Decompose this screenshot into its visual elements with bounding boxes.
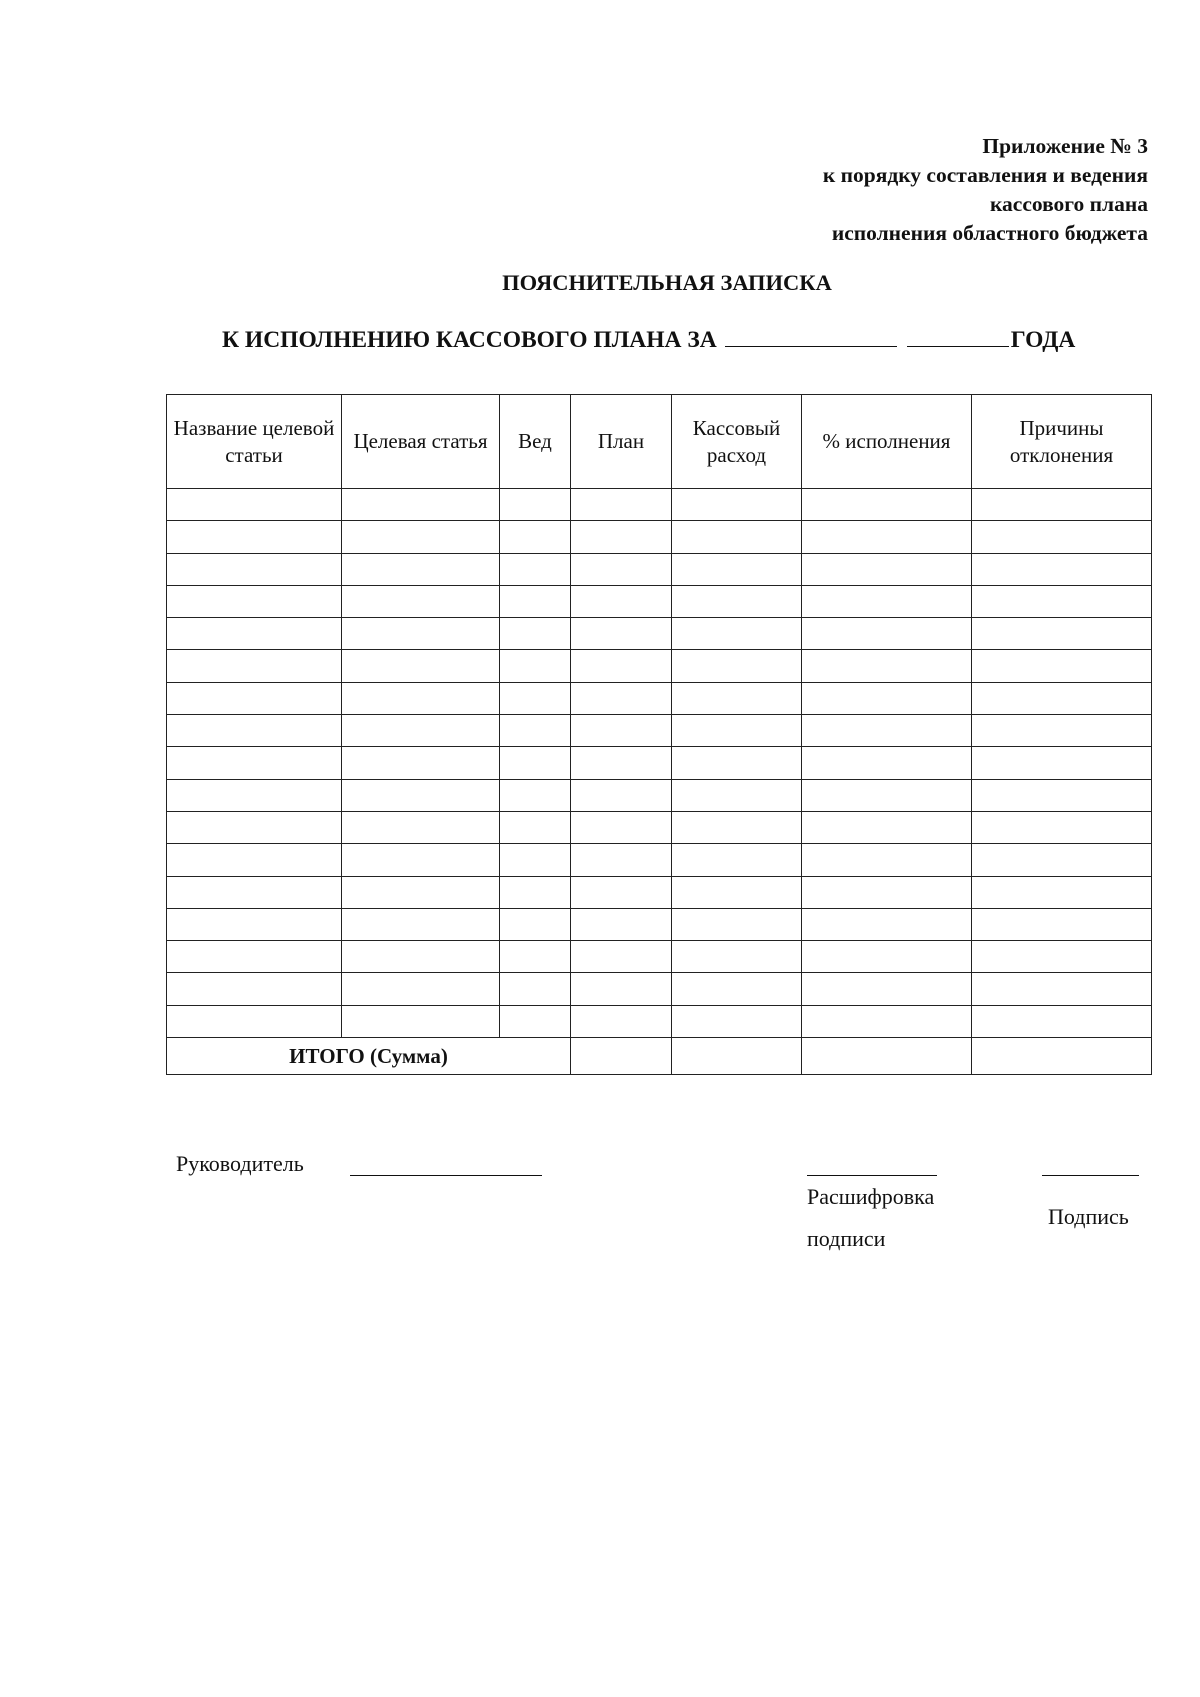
table-cell[interactable] xyxy=(802,650,972,682)
table-cell[interactable] xyxy=(802,844,972,876)
subtitle-suffix: ГОДА xyxy=(1010,327,1076,353)
table-row xyxy=(167,521,1152,553)
table-cell[interactable] xyxy=(972,521,1152,553)
table-cell[interactable] xyxy=(571,489,672,521)
table-cell[interactable] xyxy=(972,876,1152,908)
table-row xyxy=(167,908,1152,940)
table-cell[interactable] xyxy=(972,973,1152,1005)
table-cell[interactable] xyxy=(500,908,571,940)
table-cell[interactable] xyxy=(672,585,802,617)
table-cell[interactable] xyxy=(802,811,972,843)
table-cell[interactable] xyxy=(167,973,342,1005)
table-cell[interactable] xyxy=(167,521,342,553)
table-cell[interactable] xyxy=(672,521,802,553)
column-header-plan: План xyxy=(571,395,672,489)
table-cell[interactable] xyxy=(167,747,342,779)
table-cell[interactable] xyxy=(500,553,571,585)
table-cell[interactable] xyxy=(167,811,342,843)
table-cell[interactable] xyxy=(571,618,672,650)
signature-label: Подпись xyxy=(1048,1204,1129,1229)
table-cell[interactable] xyxy=(571,908,672,940)
table-cell[interactable] xyxy=(500,682,571,714)
table-cell[interactable] xyxy=(571,747,672,779)
column-header-execution-percent: % исполнения xyxy=(802,395,972,489)
table-cell[interactable] xyxy=(972,553,1152,585)
table-cell[interactable] xyxy=(672,908,802,940)
appendix-block xyxy=(628,132,1148,248)
table-cell[interactable] xyxy=(802,585,972,617)
table-cell[interactable] xyxy=(342,682,500,714)
table-cell[interactable] xyxy=(167,715,342,747)
table-cell[interactable] xyxy=(802,941,972,973)
table-cell[interactable] xyxy=(672,941,802,973)
table-row xyxy=(167,1005,1152,1037)
table-cell[interactable] xyxy=(500,844,571,876)
table-cell[interactable] xyxy=(342,1005,500,1037)
table-cell[interactable] xyxy=(972,779,1152,811)
table-cell[interactable] xyxy=(972,1005,1152,1037)
table-cell[interactable] xyxy=(802,876,972,908)
table-cell[interactable] xyxy=(342,844,500,876)
table-cell[interactable] xyxy=(342,779,500,811)
table-cell[interactable] xyxy=(571,779,672,811)
table-cell[interactable] xyxy=(500,715,571,747)
table-cell[interactable] xyxy=(972,585,1152,617)
table-body xyxy=(167,489,1152,1038)
table-cell[interactable] xyxy=(672,876,802,908)
table-cell[interactable] xyxy=(167,941,342,973)
table-cell[interactable] xyxy=(972,618,1152,650)
table-cell[interactable] xyxy=(571,585,672,617)
table-row xyxy=(167,876,1152,908)
table-row xyxy=(167,618,1152,650)
table-cell[interactable] xyxy=(972,682,1152,714)
period-blank-field[interactable] xyxy=(725,326,897,347)
total-label: ИТОГО (Сумма) xyxy=(167,1038,571,1075)
table-cell[interactable] xyxy=(972,811,1152,843)
table-row xyxy=(167,779,1152,811)
table-cell[interactable] xyxy=(500,779,571,811)
table-cell[interactable] xyxy=(571,844,672,876)
total-cell[interactable] xyxy=(972,1038,1152,1075)
table-row xyxy=(167,585,1152,617)
table-cell[interactable] xyxy=(802,779,972,811)
table-cell[interactable] xyxy=(802,489,972,521)
table-cell[interactable] xyxy=(672,715,802,747)
table-cell[interactable] xyxy=(571,650,672,682)
table-cell[interactable] xyxy=(500,521,571,553)
table-cell[interactable] xyxy=(672,553,802,585)
table-cell[interactable] xyxy=(167,618,342,650)
appendix-line-4: исполнения областного бюджета xyxy=(831,221,1148,245)
column-header-target-item: Целевая статья xyxy=(342,395,500,489)
table-row xyxy=(167,715,1152,747)
table-cell[interactable] xyxy=(802,521,972,553)
table-cell[interactable] xyxy=(167,844,342,876)
table-cell[interactable] xyxy=(500,941,571,973)
table-cell[interactable] xyxy=(500,973,571,1005)
table-cell[interactable] xyxy=(500,650,571,682)
table-row xyxy=(167,650,1152,682)
table-cell[interactable] xyxy=(167,876,342,908)
table-cell[interactable] xyxy=(972,489,1152,521)
table-cell[interactable] xyxy=(167,779,342,811)
total-cell[interactable] xyxy=(571,1038,672,1075)
table-row xyxy=(167,553,1152,585)
signature-line[interactable] xyxy=(1042,1175,1139,1176)
table-row xyxy=(167,747,1152,779)
table-cell[interactable] xyxy=(972,941,1152,973)
table-cell[interactable] xyxy=(802,973,972,1005)
table-cell[interactable] xyxy=(500,585,571,617)
table-cell[interactable] xyxy=(972,844,1152,876)
table-cell[interactable] xyxy=(672,844,802,876)
table-cell[interactable] xyxy=(972,715,1152,747)
column-header-target-item-name: Название целевой статьи xyxy=(167,395,342,489)
table-cell[interactable] xyxy=(342,941,500,973)
table-cell[interactable] xyxy=(342,650,500,682)
table-cell[interactable] xyxy=(672,650,802,682)
appendix-line-2: к порядку составления и ведения xyxy=(822,163,1148,187)
total-cell[interactable] xyxy=(802,1038,972,1075)
table-cell[interactable] xyxy=(167,489,342,521)
table-cell[interactable] xyxy=(167,682,342,714)
table-cell[interactable] xyxy=(342,747,500,779)
column-header-cash-expense: Кассовый расход xyxy=(672,395,802,489)
table-cell[interactable] xyxy=(672,747,802,779)
table-row xyxy=(167,682,1152,714)
table-cell[interactable] xyxy=(571,973,672,1005)
document-title: ПОЯСНИТЕЛЬНАЯ ЗАПИСКА xyxy=(502,270,832,295)
table-row xyxy=(167,489,1152,521)
table-cell[interactable] xyxy=(672,489,802,521)
table-cell[interactable] xyxy=(342,715,500,747)
table-total-row xyxy=(167,1038,1152,1075)
table-cell[interactable] xyxy=(500,811,571,843)
table-cell[interactable] xyxy=(802,618,972,650)
signature-decode-line[interactable] xyxy=(807,1175,937,1176)
table-cell[interactable] xyxy=(167,553,342,585)
table-cell[interactable] xyxy=(342,618,500,650)
year-blank-field[interactable] xyxy=(907,326,1009,347)
table-cell[interactable] xyxy=(167,1005,342,1037)
table-cell[interactable] xyxy=(672,973,802,1005)
table-cell[interactable] xyxy=(672,811,802,843)
table-cell[interactable] xyxy=(571,521,672,553)
table-cell[interactable] xyxy=(972,747,1152,779)
table-cell[interactable] xyxy=(571,553,672,585)
signature-decode-label: Расшифровка xyxy=(807,1184,935,1209)
table-cell[interactable] xyxy=(167,585,342,617)
table-cell[interactable] xyxy=(802,908,972,940)
table-row xyxy=(167,844,1152,876)
table-cell[interactable] xyxy=(972,650,1152,682)
table-cell[interactable] xyxy=(342,489,500,521)
table-cell[interactable] xyxy=(672,682,802,714)
appendix-line-3: кассового плана xyxy=(989,192,1148,216)
table-cell[interactable] xyxy=(972,908,1152,940)
table-cell[interactable] xyxy=(802,747,972,779)
table-cell[interactable] xyxy=(672,779,802,811)
table-cell[interactable] xyxy=(571,715,672,747)
table-cell[interactable] xyxy=(500,489,571,521)
table-cell[interactable] xyxy=(342,521,500,553)
table-row xyxy=(167,811,1152,843)
column-header-department: Вед xyxy=(500,395,571,489)
head-signature-line[interactable] xyxy=(350,1175,542,1176)
table-cell[interactable] xyxy=(342,585,500,617)
table-cell[interactable] xyxy=(500,876,571,908)
appendix-line-1: Приложение № 3 xyxy=(982,134,1148,158)
table-cell[interactable] xyxy=(802,715,972,747)
table-row xyxy=(167,973,1152,1005)
table-cell[interactable] xyxy=(802,1005,972,1037)
table-cell[interactable] xyxy=(672,1005,802,1037)
table-cell[interactable] xyxy=(167,650,342,682)
table-cell[interactable] xyxy=(342,811,500,843)
table-cell[interactable] xyxy=(672,618,802,650)
column-header-deviation-reasons: Причины отклонения xyxy=(972,395,1152,489)
table-cell[interactable] xyxy=(167,908,342,940)
table-cell[interactable] xyxy=(342,553,500,585)
table-row xyxy=(167,941,1152,973)
document-subtitle xyxy=(222,326,1075,354)
table-cell[interactable] xyxy=(571,876,672,908)
table-cell[interactable] xyxy=(342,908,500,940)
table-cell[interactable] xyxy=(500,747,571,779)
subtitle-prefix: К ИСПОЛНЕНИЮ КАССОВОГО ПЛАНА ЗА xyxy=(222,327,717,353)
execution-table xyxy=(166,394,1152,1075)
table-cell[interactable] xyxy=(342,876,500,908)
table-cell[interactable] xyxy=(571,682,672,714)
head-label: Руководитель xyxy=(176,1151,304,1176)
signature-decode-label-2: подписи xyxy=(807,1226,886,1251)
total-cell[interactable] xyxy=(672,1038,802,1075)
table-cell[interactable] xyxy=(571,1005,672,1037)
table-cell[interactable] xyxy=(802,682,972,714)
table-header-row xyxy=(167,395,1152,489)
table-cell[interactable] xyxy=(500,1005,571,1037)
table-cell[interactable] xyxy=(342,973,500,1005)
table-cell[interactable] xyxy=(571,811,672,843)
table-cell[interactable] xyxy=(500,618,571,650)
table-cell[interactable] xyxy=(571,941,672,973)
table-cell[interactable] xyxy=(802,553,972,585)
